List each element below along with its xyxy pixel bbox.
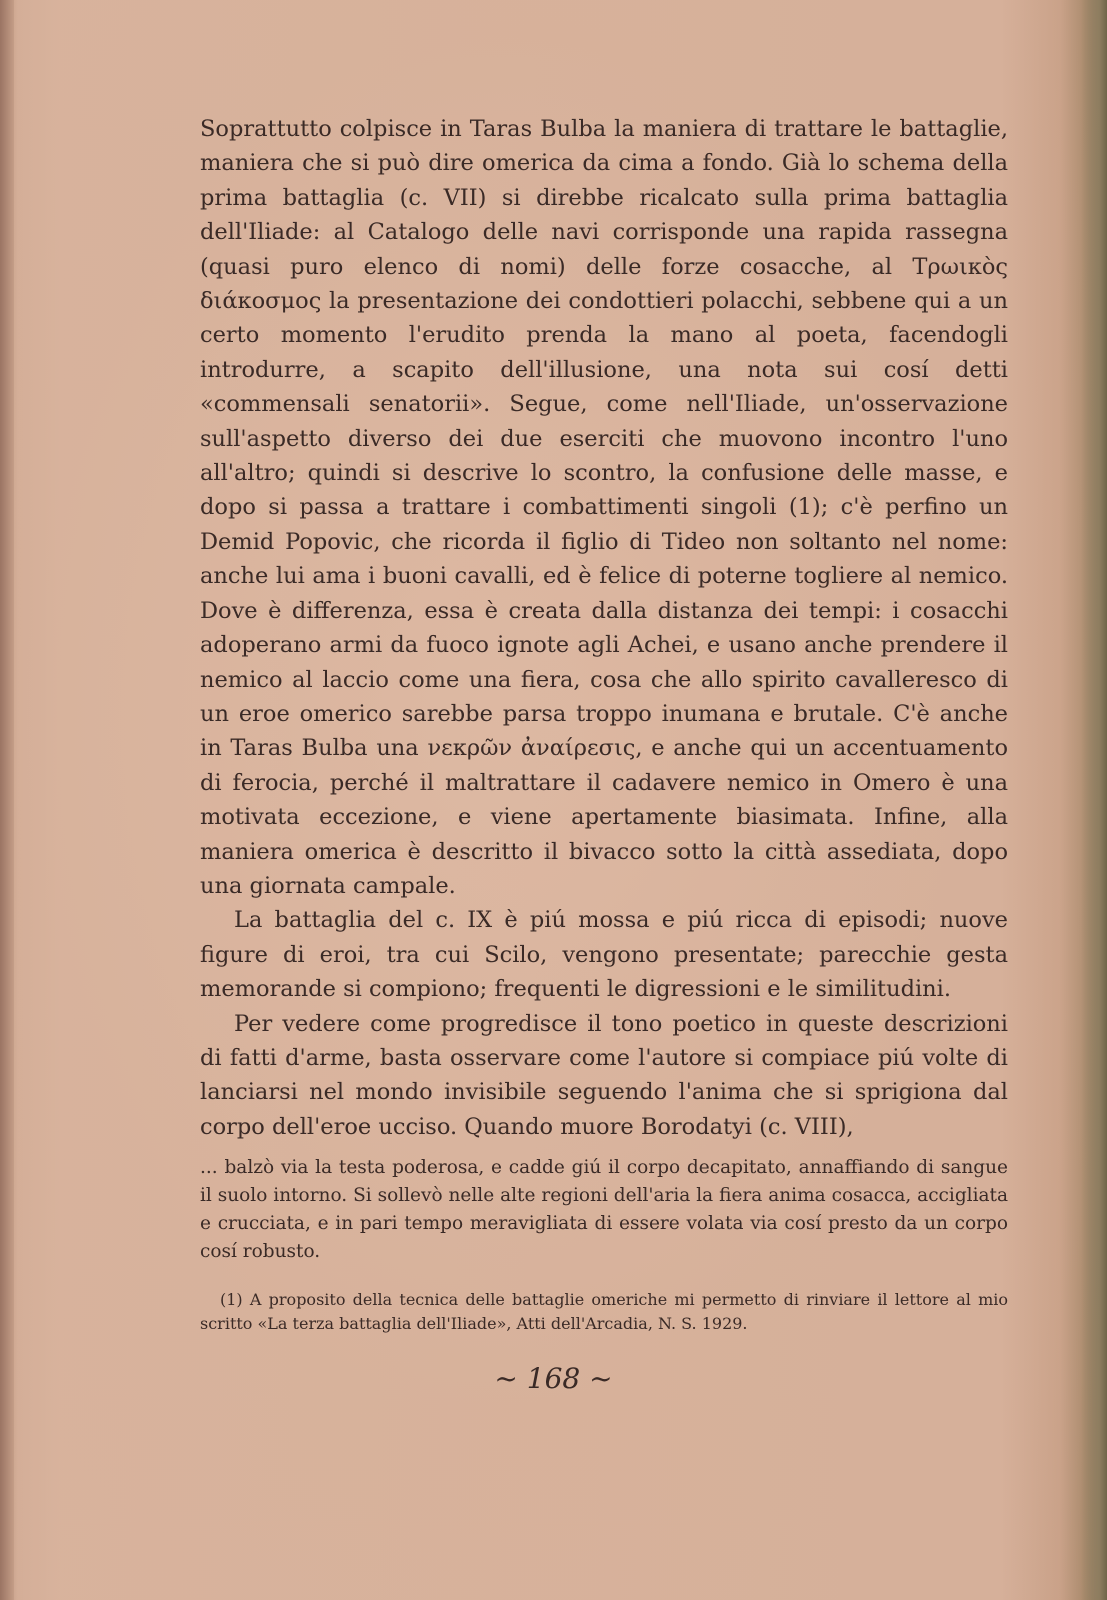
page-left-edge <box>0 0 14 1600</box>
paragraph-1: Soprattutto colpisce in Taras Bulba la maniera di trattare le battaglie, maniera che si può dire omerica da cima a fondo. Già lo schema della prima battaglia (c. VII) si direbbe ricalcato sulla prima battaglia dell'Iliade: al Catalogo delle navi corrisponde una rapida rassegna (quasi puro elenco di nomi) delle forze cosacche, al Τρωικὸς διάκοσμος la presentazione dei condottieri polacchi, sebbene qui a un certo momento l'erudito prenda la mano al poeta, facendogli introdurre, a scapito dell'illusione, una nota sui cosí detti «commensali senatorii». Segue, come nell'Iliade, un'osservazione sull'aspetto diverso dei due eserciti che muovono incontro l'uno all'altro; quindi si descrive lo scontro, la confusione delle masse, e dopo si passa a trattare i combattimenti singoli (1); c'è perfino un Demid Popovic, che ricorda il figlio di Tideo non soltanto nel nome: anche lui ama i buoni cavalli, ed è felice di poterne togliere al nemico. Dove è differenza, essa è creata dalla distanza dei tempi: i cosacchi adoperano armi da fuoco ignote agli Achei, e usano anche prendere il nemico al laccio come una fiera, cosa che allo spirito cavalleresco di un eroe omerico sarebbe parsa troppo inumana e brutale. C'è anche in Taras Bulba una νεκρῶν ἀναίρεσις, e anche qui un accentuamento di ferocia, perché il maltrattare il cadavere nemico in Omero è una motivata eccezione, e viene apertamente biasimata. Infine, alla maniera omerica è descritto il bivacco sotto la città assediata, dopo una giornata campale. <box>200 116 1008 899</box>
page-number: ~ 168 ~ <box>494 1362 613 1395</box>
paragraph-2: La battaglia del c. IX è piú mossa e piú ricca di episodi; nuove figure di eroi, tra cui Scilo, vengono presentate; parecchie gesta memorande si compiono; frequenti le digressioni e le similitudini. <box>200 907 1008 1003</box>
block-quote: ... balzò via la testa poderosa, e cadde giú il corpo decapitato, annaffiando di sangue il suolo intorno. Si sollevò nelle alte regioni dell'aria la fiera anima cosacca, accigliata e crucciata, e in pari tempo meravigliata di essere volata via cosí presto da un corpo cosí robusto. <box>200 1157 1008 1263</box>
text-block <box>200 112 1008 1352</box>
page-right-edge <box>1081 0 1107 1600</box>
footnote: (1) A proposito della tecnica delle battaglie omeriche mi permetto di rinviare il lettore al mio scritto «La terza battaglia dell'Iliade», Atti dell'Arcadia, N. S. 1929. <box>200 1290 1008 1334</box>
paragraph-3: Per vedere come progredisce il tono poetico in queste descrizioni di fatti d'arme, basta osservare come l'autore si compiace piú volte di lanciarsi nel mondo invisibile seguendo l'anima che si sprigiona dal corpo dell'eroe ucciso. Quando muore Borodatyi (c. VIII), <box>200 1010 1008 1140</box>
